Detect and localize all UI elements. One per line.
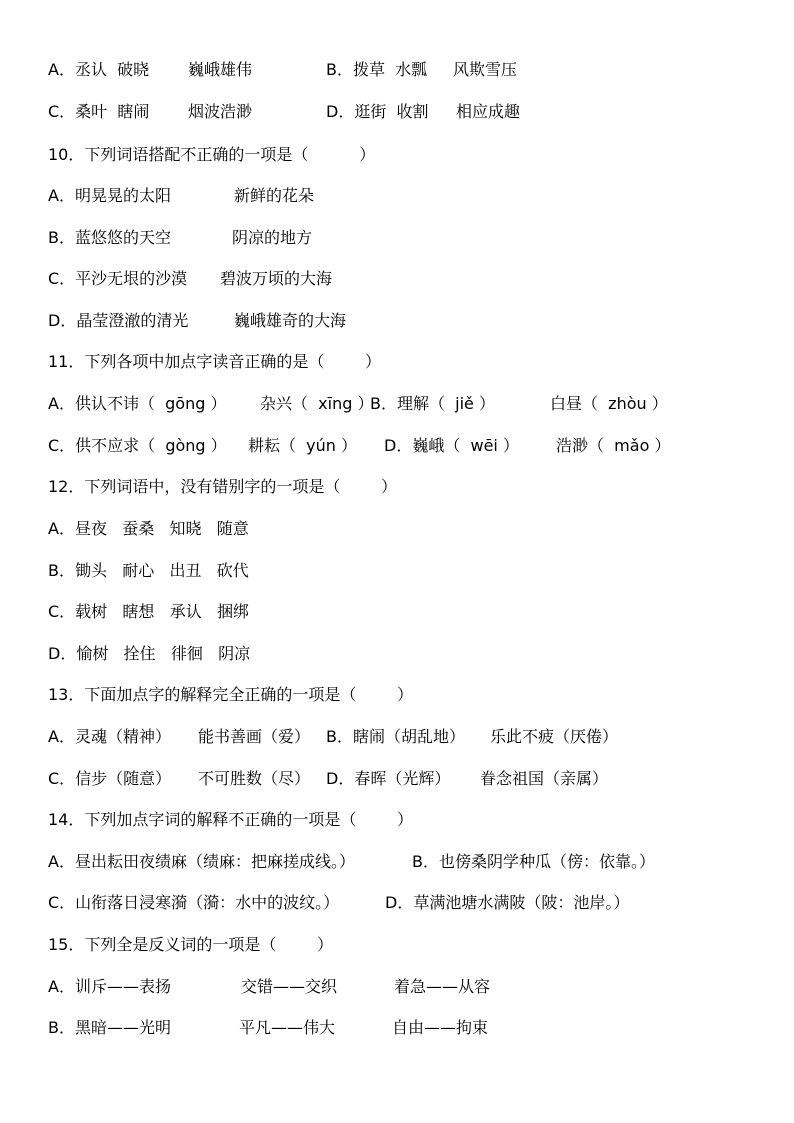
line-text: B．锄头 耐心 出丑 砍代 <box>48 561 249 580</box>
option-text: 白昼（ zhòu ） <box>550 394 668 413</box>
option-text: 风欺雪压 <box>453 60 518 79</box>
line-text: C．供不应求（ gòng ） <box>48 436 227 455</box>
option-text: 杂兴（ xīng ） <box>260 394 374 413</box>
line-text: B．黑暗——光明 <box>48 1018 171 1037</box>
line-text: A．昼夜 蚕桑 知晓 随意 <box>48 519 249 538</box>
line-text: C．信步（随意） <box>48 769 172 788</box>
line-text: A．训斥——表扬 <box>48 977 171 996</box>
option-text: 眷念祖国（亲属） <box>480 769 609 788</box>
option-text: 着急——从容 <box>394 977 491 996</box>
line-text: A．昼出耘田夜绩麻（绩麻：把麻搓成线。） <box>48 852 355 871</box>
option-text: 能书善画（爱） <box>198 727 311 746</box>
option-text: 浩渺（ mǎo ） <box>556 436 671 455</box>
line-text: 12．下列词语中，没有错别字的一项是（ ） <box>48 477 398 496</box>
line-text: C．桑叶 瞎闹 <box>48 102 150 121</box>
line-text: 14．下列加点字词的解释不正确的一项是（ ） <box>48 810 414 829</box>
line-text: 10．下列词语搭配不正确的一项是（ ） <box>48 145 376 164</box>
option-text: D．春晖（光辉） <box>326 769 451 788</box>
option-text: D．草满池塘水满陂（陂：池岸。） <box>385 893 630 912</box>
option-text: 巍峨雄奇的大海 <box>234 311 347 330</box>
line-text: C．山衔落日浸寒漪（漪：水中的波纹。） <box>48 893 340 912</box>
option-text: B．理解（ jiě ） <box>370 394 495 413</box>
line-text: A．灵魂（精神） <box>48 727 171 746</box>
option-text: B．也傍桑阴学种瓜（傍：依靠。） <box>412 852 655 871</box>
option-text: B．拨草 水瓢 <box>326 60 428 79</box>
line-text: 13．下面加点字的解释完全正确的一项是（ ） <box>48 685 414 704</box>
line-text: B．蓝悠悠的天空 <box>48 228 171 247</box>
line-text: D．晶莹澄澈的清光 <box>48 311 189 330</box>
option-text: 自由——拘束 <box>392 1018 489 1037</box>
option-text: 不可胜数（尽） <box>198 769 311 788</box>
option-text: 阴凉的地方 <box>232 228 313 247</box>
line-text: A．明晃晃的太阳 <box>48 186 171 205</box>
option-text: D．巍峨（ wēi ） <box>384 436 519 455</box>
line-text: A．丞认 破晓 <box>48 60 150 79</box>
option-text: 新鲜的花朵 <box>234 186 315 205</box>
line-text: 15．下列全是反义词的一项是（ ） <box>48 935 334 954</box>
line-text: C．平沙无垠的沙漠 <box>48 269 188 288</box>
option-text: 乐此不疲（厌倦） <box>490 727 619 746</box>
option-text: 相应成趣 <box>456 102 521 121</box>
option-text: 碧波万顷的大海 <box>220 269 333 288</box>
option-text: 交错——交织 <box>241 977 338 996</box>
option-text: 平凡——伟大 <box>239 1018 336 1037</box>
line-text: A．供认不讳（ gōng ） <box>48 394 227 413</box>
option-text: 巍峨雄伟 <box>188 60 253 79</box>
option-text: 烟波浩渺 <box>188 102 253 121</box>
line-text: 11．下列各项中加点字读音正确的是（ ） <box>48 352 382 371</box>
line-text: D．愉树 拴住 徘徊 阴凉 <box>48 644 251 663</box>
line-text: C．载树 瞎想 承认 捆绑 <box>48 602 249 621</box>
option-text: 耕耘（ yún ） <box>248 436 358 455</box>
option-text: D．逛街 收割 <box>326 102 429 121</box>
option-text: B．瞎闹（胡乱地） <box>326 727 465 746</box>
